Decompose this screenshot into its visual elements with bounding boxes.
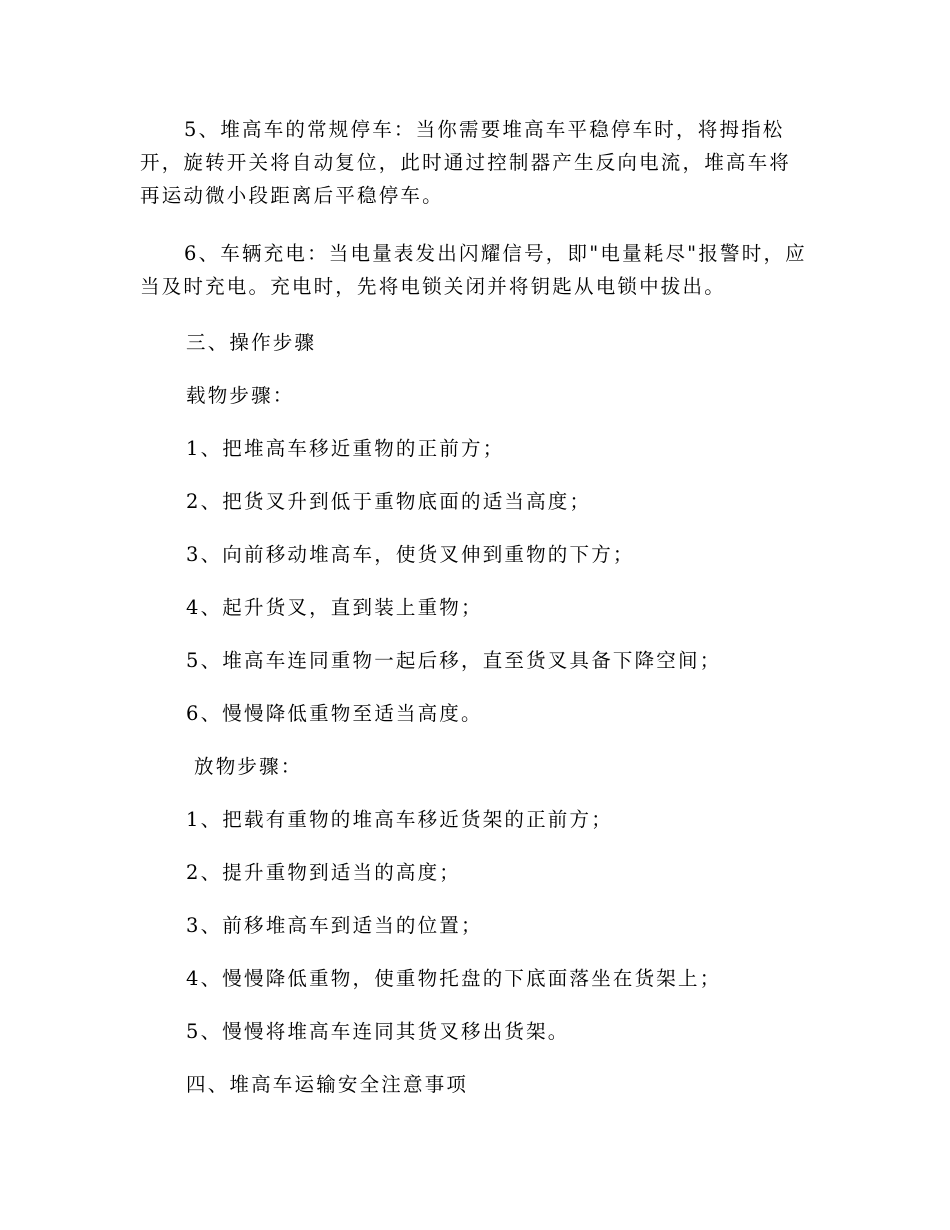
loading-step-1: 1、把堆高车移近重物的正前方； <box>186 437 505 460</box>
paragraph-charging: 6、车辆充电：当电量表发出闪耀信号，即"电量耗尽"报警时，应当及时充电。充电时，先将电锁关闭并将钥匙从电锁中拔出。 <box>140 242 807 298</box>
loading-step-4: 4、起升货叉，直到装上重物； <box>186 596 483 619</box>
unloading-step-5: 5、慢慢将堆高车连同其货叉移出货架。 <box>186 1020 570 1043</box>
loading-step-2: 2、把货叉升到低于重物底面的适当高度； <box>186 490 592 513</box>
loading-step-3: 3、向前移动堆高车，使货叉伸到重物的下方； <box>186 543 635 566</box>
unloading-step-4: 4、慢慢降低重物，使重物托盘的下底面落坐在货架上； <box>186 967 722 990</box>
unloading-step-2: 2、提升重物到适当的高度； <box>186 861 462 884</box>
loading-step-5: 5、堆高车连同重物一起后移，直至货叉具备下降空间； <box>186 649 722 672</box>
unloading-step-3: 3、前移堆高车到适当的位置； <box>186 914 483 937</box>
section-heading-safety-notes: 四、堆高车运输安全注意事项 <box>186 1073 469 1096</box>
section-heading-operation-steps: 三、操作步骤 <box>186 331 317 354</box>
subheading-loading-steps: 载物步骤： <box>186 384 295 407</box>
unloading-step-1: 1、把载有重物的堆高车移近货架的正前方； <box>186 808 613 831</box>
loading-step-6: 6、慢慢降低重物至适当高度。 <box>186 702 483 725</box>
subheading-unloading-steps: 放物步骤： <box>194 755 303 778</box>
paragraph-normal-parking: 5、堆高车的常规停车：当你需要堆高车平稳停车时，将拇指松开，旋转开关将自动复位，此时通过控制器产生反向电流，堆高车将再运动微小段距离后平稳停车。 <box>140 118 792 207</box>
